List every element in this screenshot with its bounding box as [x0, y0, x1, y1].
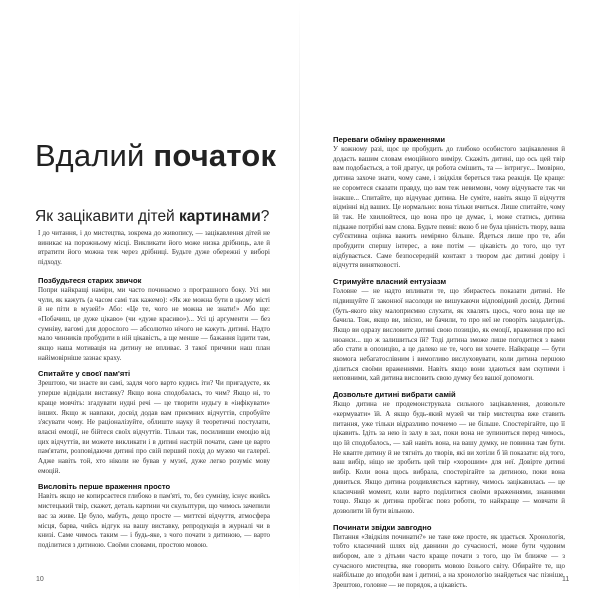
section-text: Зрештою, чи знаєте ви самі, задля чого варто кудись іти? Чи пригадуєте, як уперше відвідали виставку? Якщо вона сподобалась, то чим? Якщо ні, то краще мовчіть: згадувати нудні речі — це творити нудьгу в «інфікувати» інших. Якщо ж навпаки, досвід додав вам приємних відчуттів, спробуйте з'ясувати чому. Не раціоналізуйте, облиште науку й теоретичні постулати, власні емоції, не бійтеся своїх відчуттів. Тільки так, посиливши емоцію від цих відчуттів, ви можете викликати і в дитині настрій почати, саме це варто пам'ятати, розповідаючи дитині про свій перший похід до музею чи галереї. Адже навіть той, хто ніколи не бував у музеї, дуже легко розуміє мову емоцій. — [38, 379, 270, 475]
section-text: Навіть якщо не копирсаєтеся глибоко в пам'яті, то, без сумніву, існує якийсь мистецький твір, скажет, деталь картини чи скульптури, що чимось зачепили вас за живе. Це було, мабуть, дещо просте — миттєві відчуття, атмосфера місця, барва, чийсь відгук на вашу виставку, репродукція в журналі чи в книзі. Саме чимось таким — і будь-яке, з чого почати з дитиною, — варто поділитися з дитиною. Своїми словами, простою мовою. — [38, 492, 270, 549]
section-start-anywhere — [333, 523, 565, 591]
section-text: Питання «Звідкіля починати?» не таке вже просте, як здається. Хронологія, тобто класичний шлях від давнини до сучасності, може бути чудовим вибором, але з дітьми часто краще почати з того, що їм ближче — з сучасного мистецтва, яке говорить мовою їхнього світу. Обирайте те, що найбільше до вподоби вам і дитині, а на хронологію знайдеться час пізніше. Зрештою, головне — не порядок, а цікавість. — [333, 532, 565, 590]
subtitle-suffix: ? — [260, 208, 270, 225]
page-number-right: 11 — [562, 576, 570, 583]
right-page — [300, 0, 600, 600]
section-heading: Починати звідки завгодно — [333, 522, 432, 532]
section-let-child-choose — [333, 390, 565, 516]
chapter-title-bold: початок — [153, 138, 277, 173]
intro-paragraph: І до читання, і до мистецтва, зокрема до живопису, — зацікавлення дітей не виникає на порожньому місці. Викликати його може низка дрібниць, але й втратити його можна теж через дрібниці. Будьте дуже обережні у виборі підходу. — [38, 229, 270, 267]
left-text-column — [38, 229, 270, 557]
chapter-title — [35, 138, 276, 174]
section-text: Попри найкращі наміри, ми часто починаємо з програшного боку. Усі ми чули, як кажуть (а часом самі так кажемо): «Як же можна бути в цьому місті й не піти в музей!» Або: «Це те, чого не можна не знати!» Або ще: «Побачиш, це дуже цікаво» (чи «дуже красиво»)... Усі ці аргументи — без сумніву, вагомі для дорослого — абсолютно нічого не кажуть дитині. Надто мало чинників пробудити в ній цікавість, а ще менше — бажання іздити там, якщо наша мотивація на дитину не впливає. З такої причини наш план найімовірніше зазнає краху. — [38, 285, 270, 362]
section-first-impression — [38, 482, 270, 550]
section-heading: Дозвольте дитині вибрати самій — [333, 390, 456, 400]
section-heading: Позбудьтеся старих звичок — [38, 275, 142, 285]
section-heading: Переваги обміну враженнями — [333, 135, 446, 144]
chapter-title-light: Вдалий — [35, 138, 154, 173]
subtitle-prefix: Як зацікавити дітей — [35, 208, 180, 225]
section-text: Головне — не надто впливати те, що збираєтесь показати дитині. Не підвищуйте її законної насолоди не вишукаючи відповідний досвід. Дитині (буть-якого віку малоприємно слухати, як хвалять щось, чого вона ще не бачила. Тож, якщо ви, звісно, не бачили, то про неї не говоріть заздалегідь. Якщо ви одразу висловите дитині свою позицію, як емоції, враження про всі нюанси... що ж залишиться їй? Тоді дитина зможе лише погодитися з вами або стати в опозицію, а це далеко не те, чого ви хочете. Найкраще — бути якомога небагатослівним і вимогливо вислуховувати, коли дитина першою ділиться своїми враженнями. Навіть якщо вони здаються вам скупими і неповними, хай дитина висловить свою думку без вашої допомоги. — [333, 287, 565, 383]
right-text-column — [333, 135, 565, 597]
page-number-left: 10 — [36, 576, 44, 583]
section-heading: Спитайте у своєї пам'яті — [38, 369, 131, 379]
section-ask-memory — [38, 369, 270, 476]
section-heading: Висловіть перше враження просто — [38, 482, 171, 492]
section-text: У кожному разі, щоє це пробудить до глибоко особистого зацікавлення й додасть вашим словам емоційного виміру. Скажіть дитині, що ось цей твір вам подобається, а той дратує, ця робота смішить, та — інтригує... Імовірно, дитина захоче знати, чому саме, і звідкіля береться така реакція. Це краще: не соромтеся сказати правду, що вам теж невимовн, чому відчуваєте так чи інакше... Спитайте, що відчуває дитина. Не суміте, навіть якщо її відчуття відмінні від ваших. Це нормально: вона тільки вчиться. Лише спитайте, чому їй так. Не хвилюйтеся, що вона про це думає, і, може статись, дитина підкаже потрібні вам слова. Будьте певні: якою б не була цінність твору, ваша суб'єктивна оцінка важить неміряно більше. Йдеться лише про те, аби пробудити спершу інтерес, а вже потім — цікавість до того, що тут відбувається. Саме безпосередній контакт з твором дає дитині довіру і відчуття винятковості. — [333, 145, 565, 270]
subtitle-bold: картинами — [179, 208, 261, 225]
section-sharing-impressions — [333, 135, 565, 271]
section-restrain-enthusiasm — [333, 277, 565, 384]
section-heading: Стримуйте власний ентузіазм — [333, 277, 447, 287]
chapter-subtitle — [35, 208, 269, 226]
section-old-habits — [38, 276, 270, 364]
section-text: Якщо дитина не продемонструвала сильного зацікавлення, дозвольте «кермувати» їй. А якщо будь-який музей чи твір мистецтва вже ставить питання, уже тільки відразливо почнемо — не більше. Спостерігайте, що її цікавить. Ідіть за нею із залу в зал, поки вона не зупиниться перед чимось, що їй сподобалось, — хай навіть вона, на вашу думку, не повинна там бути. Не квапте дитину й не тягніть до творів, які ви хотіли б їй показати: від того, ваш вибір, ніщо не зробить цей твір «хорошим» для неї. Довірте дитині вибір. Коли вона щось вибрала, спостерігайте за дитиною, поки вона дивиться. Якщо дитина роздивляється картину, чимось зацікавилась — це класичний момент, коли варто поділитися своїми враженнями, знаннями тощо. Якщо ж дитина пробігає повз роботи, то найкраще — мовчати й дозволити їй бути вільною. — [333, 400, 565, 515]
